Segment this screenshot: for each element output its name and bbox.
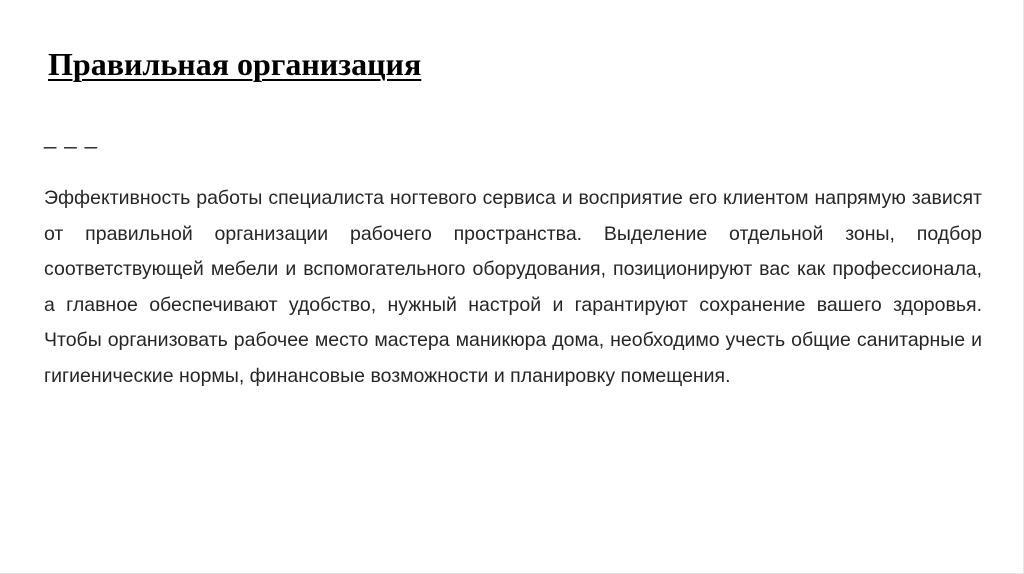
decorative-divider: _ _ _ <box>44 124 98 149</box>
body-paragraph: Эффективность работы специалиста ногтевого сервиса и восприятие его клиентом напрямую зависят от правильной организации рабочего пространства. Выделение отдельной зоны, подбор соответствующей мебели и вспомогательного оборудования, позиционируют вас как профессионала, а главное обеспечивают удобство, нужный настрой и гарантируют сохранение вашего здоровья. Чтобы организовать рабочее место мастера маникюра дома, необходимо учесть общие санитарные и гигиенические нормы, финансовые возможности и планировку помещения. <box>44 187 982 387</box>
slide-title: Правильная организация <box>48 46 422 82</box>
